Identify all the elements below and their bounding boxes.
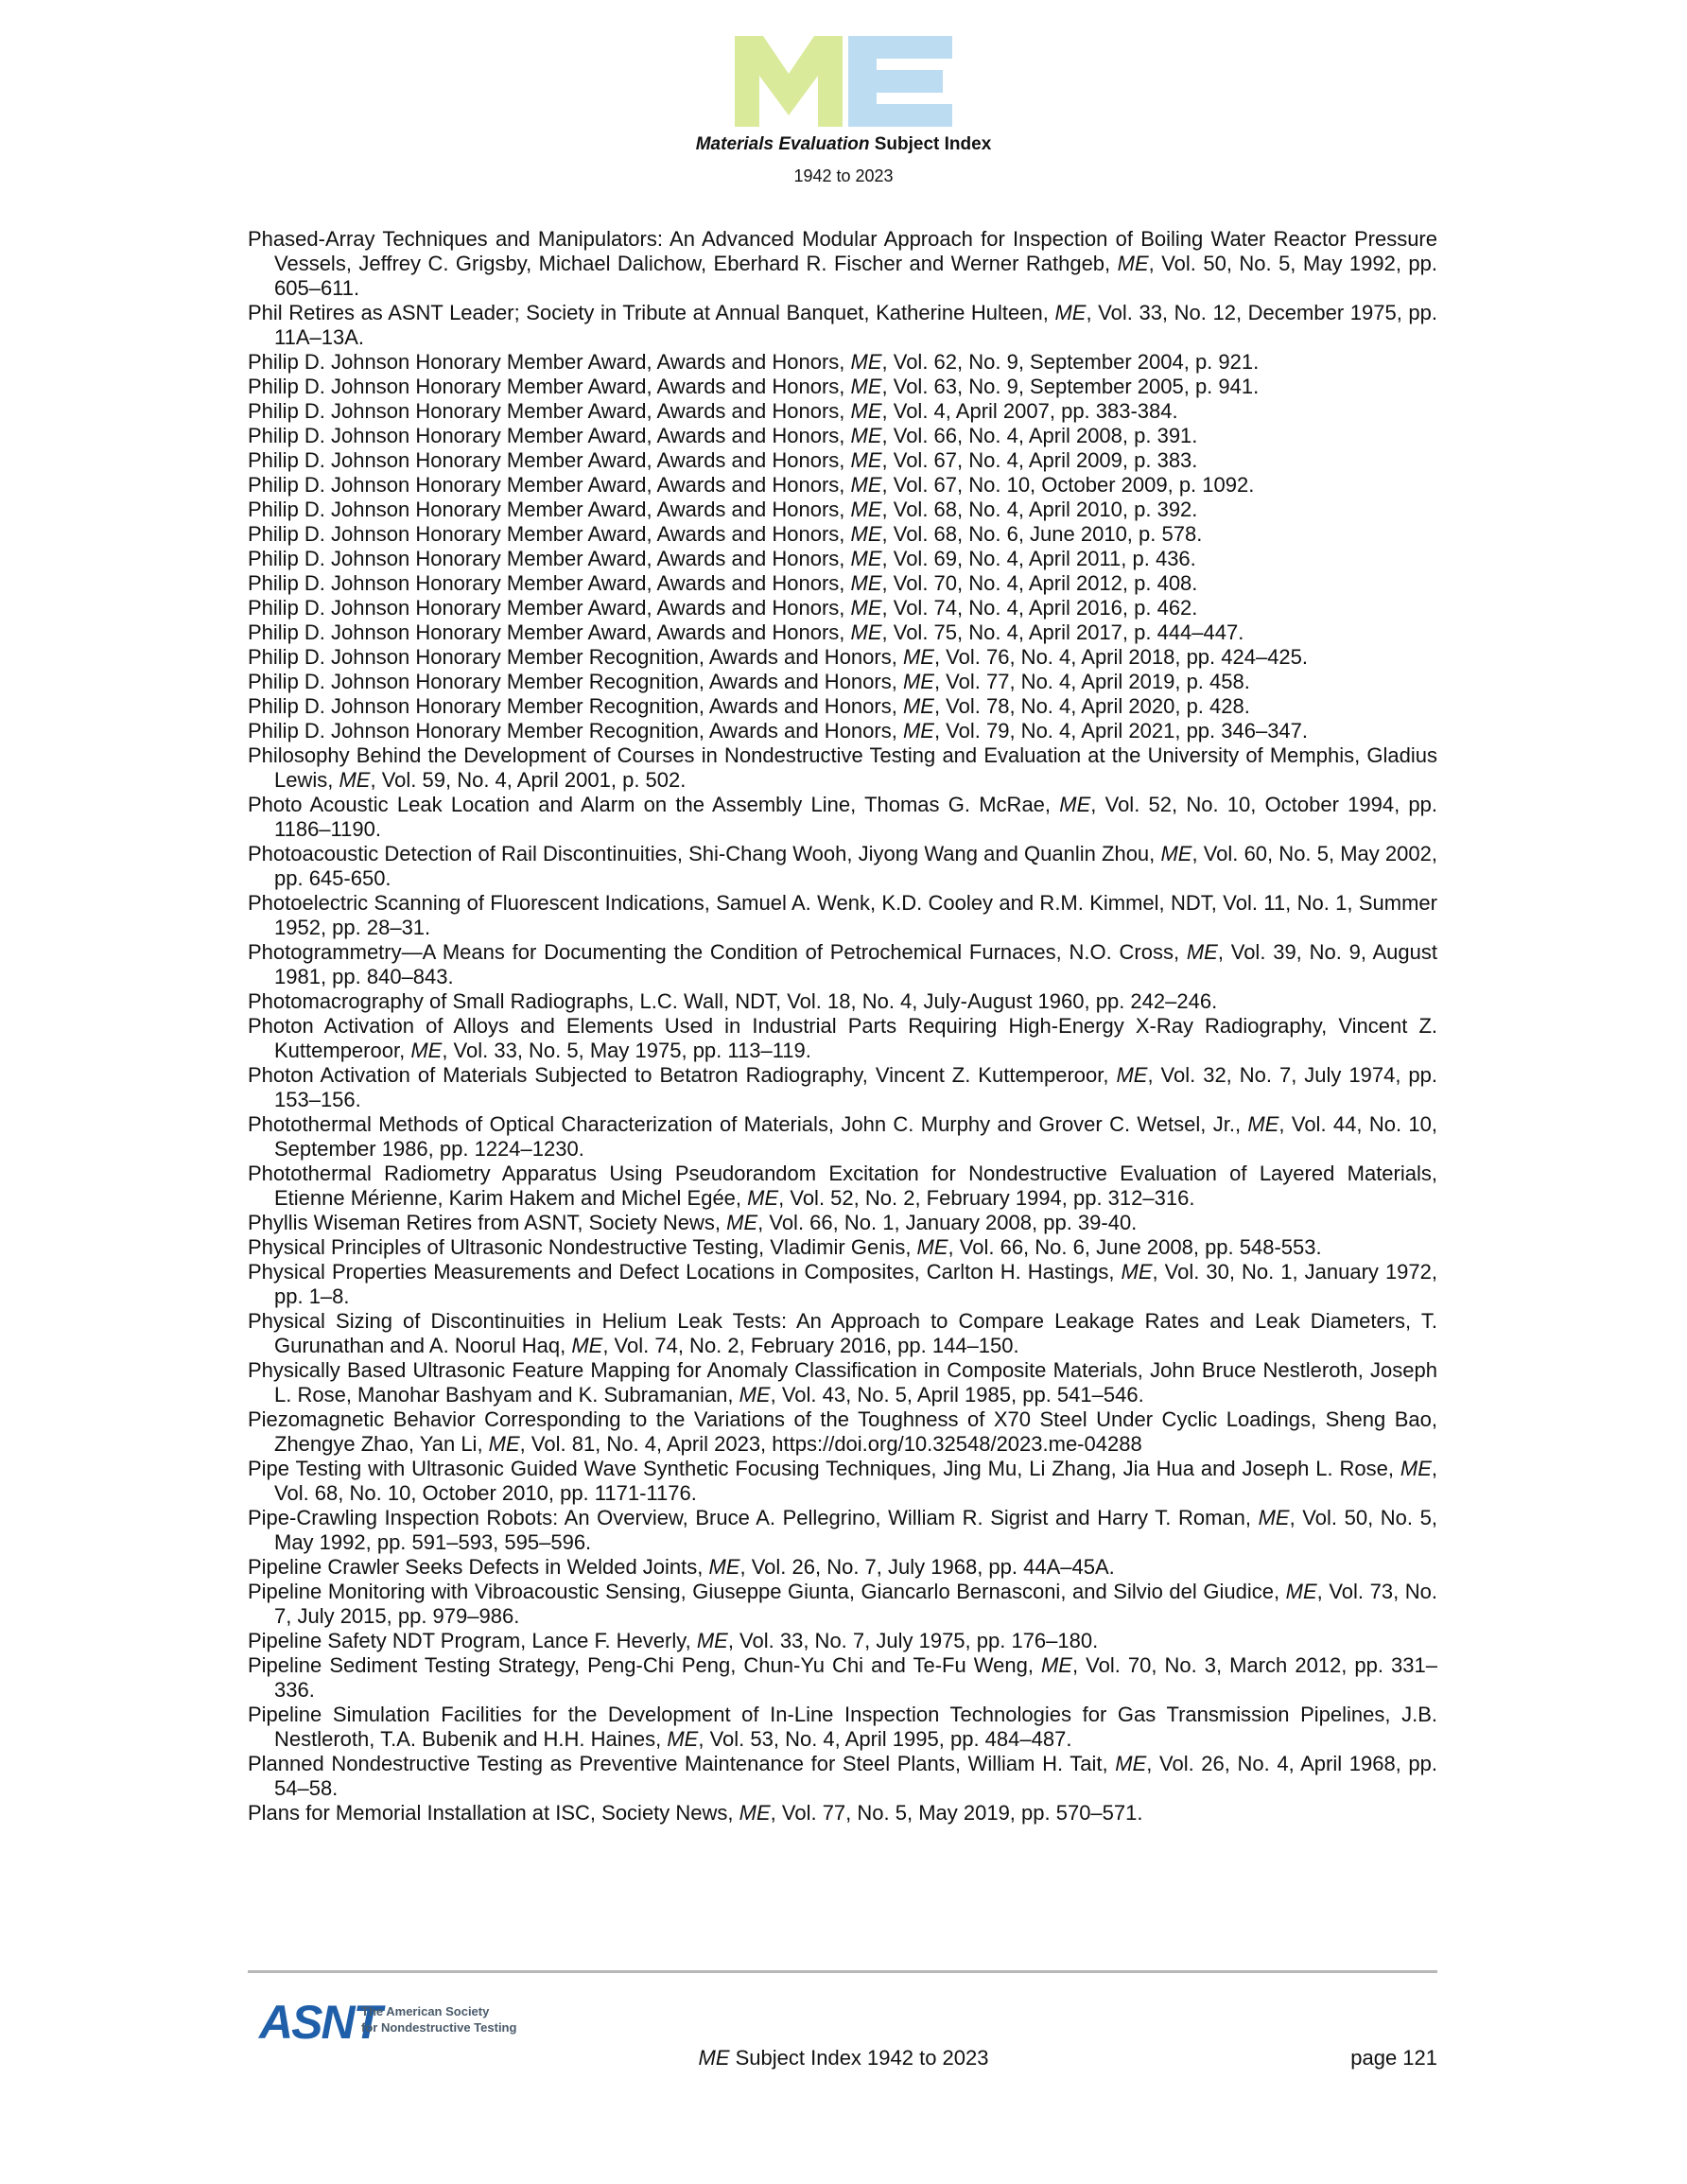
index-entry: Philip D. Johnson Honorary Member Recognition, Awards and Honors, ME, Vol. 76, No. 4, April 2018, pp. 424–425. <box>248 645 1309 669</box>
index-entry: Philip D. Johnson Honorary Member Award, Awards and Honors, ME, Vol. 67, No. 10, October 2009, p. 1092. <box>248 473 1255 497</box>
index-entry: Philip D. Johnson Honorary Member Award, Awards and Honors, ME, Vol. 4, April 2007, pp. 383-384. <box>248 399 1178 423</box>
index-entry: Photon Activation of Materials Subjected to Betatron Radiography, Vincent Z. Kuttemperoor, ME, Vol. 32, No. 7, July 1974, pp. 153–156. <box>248 1063 1437 1111</box>
asnt-logo-line2: for Nondestructive Testing <box>361 2020 517 2035</box>
index-entry: Phil Retires as ASNT Leader; Society in Tribute at Annual Banquet, Katherine Hulteen, ME, Vol. 33, No. 12, December 1975, pp. 11A–13A. <box>248 301 1437 349</box>
index-entry: Pipeline Monitoring with Vibroacoustic Sensing, Giuseppe Giunta, Giancarlo Bernasconi, and Silvio del Giudice, ME, Vol. 73, No. 7, July 2015, pp. 979–986. <box>248 1580 1437 1628</box>
page-number: page 121 <box>1350 2046 1437 2070</box>
index-entry: Philip D. Johnson Honorary Member Award, Awards and Honors, ME, Vol. 69, No. 4, April 2011, p. 436. <box>248 547 1196 570</box>
index-title-journal: Materials Evaluation <box>695 134 870 154</box>
index-entry: Philip D. Johnson Honorary Member Award, Awards and Honors, ME, Vol. 66, No. 4, April 2008, p. 391. <box>248 424 1198 447</box>
index-entry: Philip D. Johnson Honorary Member Award, Awards and Honors, ME, Vol. 68, No. 6, June 2010, p. 578. <box>248 522 1203 546</box>
index-entry: Philip D. Johnson Honorary Member Recognition, Awards and Honors, ME, Vol. 79, No. 4, April 2021, pp. 346–347. <box>248 719 1309 743</box>
footer-title-journal: ME <box>698 2046 730 2070</box>
index-entry: Phyllis Wiseman Retires from ASNT, Society News, ME, Vol. 66, No. 1, January 2008, pp. 39-40. <box>248 1211 1138 1234</box>
index-entry: Pipeline Sediment Testing Strategy, Peng-Chi Peng, Chun-Yu Chi and Te-Fu Weng, ME, Vol. 70, No. 3, March 2012, pp. 331–336. <box>248 1653 1437 1702</box>
index-entry: Photothermal Radiometry Apparatus Using Pseudorandom Excitation for Nondestructive Evaluation of Layered Materials, Etienne Mérienne, Karim Hakem and Michel Egée, ME, Vol. 52, No. 2, February 1994, pp. 312–316. <box>248 1162 1437 1210</box>
index-entry: Philip D. Johnson Honorary Member Recognition, Awards and Honors, ME, Vol. 78, No. 4, April 2020, p. 428. <box>248 694 1250 718</box>
asnt-logo-line1: The American Society <box>361 2004 490 2018</box>
index-entry: Philip D. Johnson Honorary Member Award, Awards and Honors, ME, Vol. 63, No. 9, September 2005, p. 941. <box>248 375 1260 398</box>
asnt-logo <box>259 1992 517 2053</box>
index-entry: Photothermal Methods of Optical Characterization of Materials, John C. Murphy and Grover C. Wetsel, Jr., ME, Vol. 44, No. 10, September 1986, pp. 1224–1230. <box>248 1112 1437 1161</box>
index-entry: Philip D. Johnson Honorary Member Award, Awards and Honors, ME, Vol. 70, No. 4, April 2012, p. 408. <box>248 571 1198 595</box>
index-title-rest: Subject Index <box>869 134 992 154</box>
index-entry: Philip D. Johnson Honorary Member Award, Awards and Honors, ME, Vol. 75, No. 4, April 2017, p. 444–447. <box>248 620 1244 644</box>
index-entry: Physically Based Ultrasonic Feature Mapping for Anomaly Classification in Composite Materials, John Bruce Nestleroth, Joseph L. Rose, Manohar Bashyam and K. Subramanian, ME, Vol. 43, No. 5, April 1985, pp. 541–546. <box>248 1358 1437 1406</box>
index-entry: Pipeline Crawler Seeks Defects in Welded Joints, ME, Vol. 26, No. 7, July 1968, pp. 44A–45A. <box>248 1555 1115 1579</box>
index-title <box>0 134 1687 155</box>
me-logo-graphic <box>735 36 952 127</box>
index-entry: Photo Acoustic Leak Location and Alarm on the Assembly Line, Thomas G. McRae, ME, Vol. 52, No. 10, October 1994, pp. 1186–1190. <box>248 793 1437 841</box>
me-logo <box>735 36 952 127</box>
index-entry: Planned Nondestructive Testing as Preventive Maintenance for Steel Plants, William H. Tait, ME, Vol. 26, No. 4, April 1968, pp. 54–58. <box>248 1752 1437 1800</box>
index-entry: Photoacoustic Detection of Rail Discontinuities, Shi-Chang Wooh, Jiyong Wang and Quanlin Zhou, ME, Vol. 60, No. 5, May 2002, pp. 645-650. <box>248 842 1437 890</box>
index-years: 1942 to 2023 <box>793 166 894 185</box>
footer-title-rest: Subject Index 1942 to 2023 <box>729 2046 989 2070</box>
index-entry: Philip D. Johnson Honorary Member Award, Awards and Honors, ME, Vol. 67, No. 4, April 2009, p. 383. <box>248 448 1198 472</box>
index-entry: Piezomagnetic Behavior Corresponding to the Variations of the Toughness of X70 Steel Under Cyclic Loadings, Sheng Bao, Zhengye Zhao, Yan Li, ME, Vol. 81, No. 4, April 2023, https://doi.org/10.32548/2023.me-04288 <box>248 1407 1437 1456</box>
index-entry: Photomacrography of Small Radiographs, L.C. Wall, NDT, Vol. 18, No. 4, July-August 1960, pp. 242–246. <box>248 989 1218 1013</box>
index-entry: Photon Activation of Alloys and Elements Used in Industrial Parts Requiring High-Energy X-Ray Radiography, Vincent Z. Kuttemperoor, ME, Vol. 33, No. 5, May 1975, pp. 113–119. <box>248 1014 1437 1062</box>
index-entry: Philip D. Johnson Honorary Member Award, Awards and Honors, ME, Vol. 62, No. 9, September 2004, p. 921. <box>248 350 1260 374</box>
index-entry: Philip D. Johnson Honorary Member Award, Awards and Honors, ME, Vol. 74, No. 4, April 2016, p. 462. <box>248 596 1198 620</box>
index-entry: Physical Principles of Ultrasonic Nondestructive Testing, Vladimir Genis, ME, Vol. 66, No. 6, June 2008, pp. 548-553. <box>248 1235 1322 1259</box>
index-entry: Pipe Testing with Ultrasonic Guided Wave Synthetic Focusing Techniques, Jing Mu, Li Zhang, Jia Hua and Joseph L. Rose, ME, Vol. 68, No. 10, October 2010, pp. 1171-1176. <box>248 1457 1437 1505</box>
index-entry: Pipeline Safety NDT Program, Lance F. Heverly, ME, Vol. 33, No. 7, July 1975, pp. 176–180. <box>248 1629 1099 1652</box>
index-entry: Pipeline Simulation Facilities for the Development of In-Line Inspection Technologies for Gas Transmission Pipelines, J.B. Nestleroth, T.A. Bubenik and H.H. Haines, ME, Vol. 53, No. 4, April 1995, pp. 484–487. <box>248 1703 1437 1751</box>
asnt-logo-text <box>361 2003 522 2035</box>
index-entry: Philip D. Johnson Honorary Member Recognition, Awards and Honors, ME, Vol. 77, No. 4, April 2019, p. 458. <box>248 670 1250 693</box>
index-entry: Philosophy Behind the Development of Courses in Nondestructive Testing and Evaluation at the University of Memphis, Gladius Lewis, ME, Vol. 59, No. 4, April 2001, p. 502. <box>248 743 1437 792</box>
index-entry: Physical Sizing of Discontinuities in Helium Leak Tests: An Approach to Compare Leakage Rates and Leak Diameters, T. Gurunathan and A. Noorul Haq, ME, Vol. 74, No. 2, February 2016, pp. 144–150. <box>248 1309 1437 1357</box>
index-entry: Phased-Array Techniques and Manipulators: An Advanced Modular Approach for Inspection of Boiling Water Reactor Pressure Vessels, Jeffrey C. Grigsby, Michael Dalichow, Eberhard R. Fischer and Werner Rathgeb, ME, Vol. 50, No. 5, May 1992, pp. 605–611. <box>248 227 1437 300</box>
index-entry: Physical Properties Measurements and Defect Locations in Composites, Carlton H. Hastings, ME, Vol. 30, No. 1, January 1972, pp. 1–8. <box>248 1260 1437 1308</box>
index-entry: Philip D. Johnson Honorary Member Award, Awards and Honors, ME, Vol. 68, No. 4, April 2010, p. 392. <box>248 498 1198 521</box>
index-entry: Pipe-Crawling Inspection Robots: An Overview, Bruce A. Pellegrino, William R. Sigrist and Harry T. Roman, ME, Vol. 50, No. 5, May 1992, pp. 591–593, 595–596. <box>248 1506 1437 1554</box>
index-entry: Photoelectric Scanning of Fluorescent Indications, Samuel A. Wenk, K.D. Cooley and R.M. Kimmel, NDT, Vol. 11, No. 1, Summer 1952, pp. 28–31. <box>248 891 1437 939</box>
index-entries <box>248 227 1437 1826</box>
index-entry: Photogrammetry—A Means for Documenting the Condition of Petrochemical Furnaces, N.O. Cross, ME, Vol. 39, No. 9, August 1981, pp. 840–843. <box>248 940 1437 988</box>
asnt-logo-mark: ASNT <box>259 1996 381 2049</box>
index-entry: Plans for Memorial Installation at ISC, Society News, ME, Vol. 77, No. 5, May 2019, pp. 570–571. <box>248 1801 1143 1825</box>
footer-rule <box>248 1970 1437 1973</box>
